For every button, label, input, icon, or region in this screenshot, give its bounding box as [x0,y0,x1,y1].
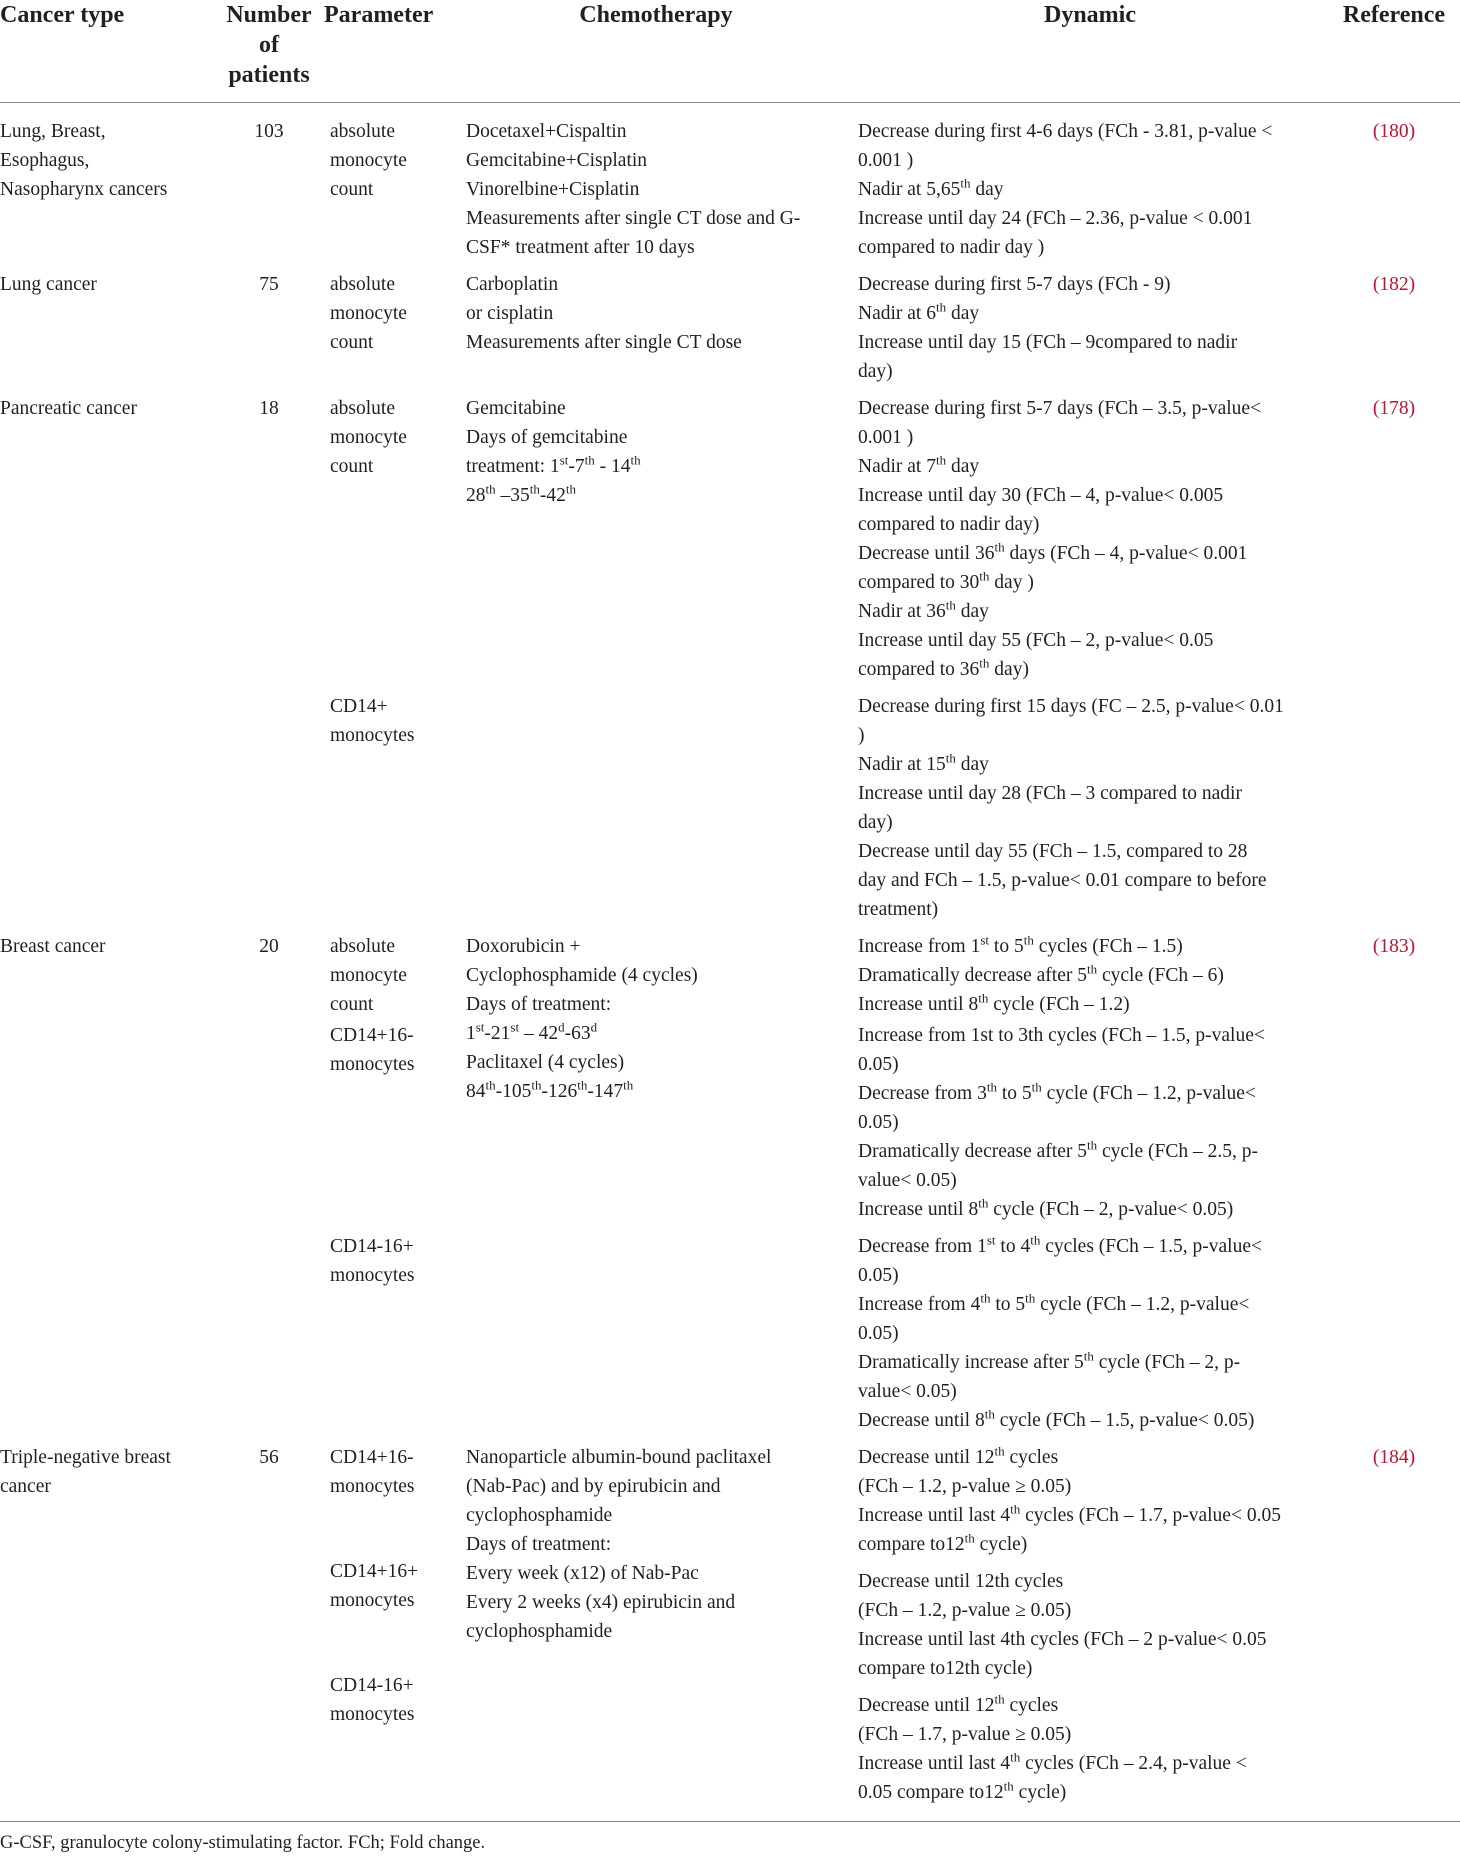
dynamic-cell: Decrease until 12th cycles (FCh – 1.2, p-value ≥ 0.05) Increase until last 4th cycles (FCh – 1.7, p-value< 0.05 compare to12th cycle) Decrease until 12th cycles (FCh – 1.2, p-value ≥ 0.05) Increase until last 4th cycles (FCh – 2 p-value< 0.05 compare to12th cycle) Decrease until 12th cycles (FCh – 1.7, p-value ≥ 0.05) Increase until last 4th cycles (FCh – 2.4, p-value < 0.05 compare to12th cycle) [858,1443,1281,1803]
chemotherapy-cell: Docetaxel+Cispaltin Gemcitabine+Cisplatin Vinorelbine+Cisplatin Measurements after single CT dose and G- CSF* treatment after 10 days [466,121,801,258]
cancer-type-cell: Pancreatic cancer [0,398,137,419]
dynamic-cell: Decrease during first 4-6 days (FCh - 3.81, p-value < 0.001 ) Nadir at 5,65th day Increase until day 24 (FCh – 2.36, p-value < 0.001 compared to nadir day ) [858,121,1273,258]
table-row [0,1224,1460,1435]
reference-link[interactable]: (183) [1372,936,1416,957]
reference-link[interactable]: (184) [1372,1447,1416,1468]
parameter-cell: CD14-16+ monocytes [330,1236,415,1286]
chemotherapy-cell: Carboplatin or cisplatin Measurements after single CT dose [466,274,742,353]
dynamic-cell: Decrease during first 15 days (FC – 2.5, p-value< 0.01 ) Nadir at 15th day Increase until day 28 (FCh – 3 compared to nadir day) Decrease until day 55 (FCh – 1.5, compared to 28 day and FCh – 1.5, p-value< 0.01 compare to before treatment) [858,696,1284,920]
chemotherapy-cell: Nanoparticle albumin-bound paclitaxel (Nab-Pac) and by epirubicin and cyclophosphamide Days of treatment: Every week (x12) of Nab-Pac Every 2 weeks (x4) epirubicin and cyclophosphamide [466,1447,772,1642]
header-reference: Reference [1328,0,1460,103]
cancer-type-cell: Breast cancer [0,936,106,957]
dynamic-cell: Decrease from 1st to 4th cycles (FCh – 1.5, p-value< 0.05) Increase from 4th to 5th cycle (FCh – 1.2, p-value< 0.05) Dramatically increase after 5th cycle (FCh – 2, p- value< 0.05) Decrease until 8th cycle (FCh – 1.5, p-value< 0.05) [858,1232,1262,1431]
table-row [0,1435,1460,1807]
dynamic-cell: Decrease during first 5-7 days (FCh – 3.5, p-value< 0.001 ) Nadir at 7th day Increase until day 30 (FCh – 4, p-value< 0.005 compared to nadir day) Decrease until 36th days (FCh – 4, p-value< 0.001 compared to 30th day ) Nadir at 36th day Increase until day 55 (FCh – 2, p-value< 0.05 compared to 36th day) [858,398,1262,680]
header-dynamic: Dynamic [852,0,1328,103]
table-row [0,262,1460,386]
header-parameter: Parameter [324,0,460,103]
table-row [0,386,1460,684]
patients-cell: 56 [259,1447,279,1468]
reference-link[interactable]: (182) [1372,274,1416,295]
header-chemotherapy: Chemotherapy [460,0,852,103]
table-row [0,924,1460,1224]
reference-cell [1328,103,1460,263]
parameter-cell: CD14+ monocytes [330,696,415,746]
chemotherapy-cell: Doxorubicin + Cyclophosphamide (4 cycles) Days of treatment: 1st-21st – 42$^d$-63$^d$ Paclitaxel (4 cycles) 84th-105th-126th-147th [466,936,698,1102]
reference-link[interactable]: (178) [1372,398,1416,419]
parameter-cell: absolute monocyte count [330,398,407,477]
parameter-cell: absolute monocyte count [330,121,407,200]
reference-cell [1328,1435,1460,1807]
reference-cell [1328,386,1460,684]
table-header [0,0,1460,103]
cancer-type-cell: Lung, Breast, Esophagus, Nasopharynx cancers [0,121,168,200]
reference-cell [1328,262,1460,386]
table-row [0,103,1460,263]
parameter-cell: absolute monocyte count CD14+16- monocytes [330,936,415,1075]
patients-cell: 75 [259,274,279,295]
header-cancer-type: Cancer type [0,0,214,103]
parameter-cell: CD14+16- monocytes CD14+16+ monocytes CD14-16+ monocytes [330,1447,419,1725]
chemotherapy-cell: Gemcitabine Days of gemcitabine treatment: 1st-7th - 14th 28th –35th-42th [466,398,641,506]
cancer-type-cell: Triple-negative breast cancer [0,1447,171,1497]
cancer-type-cell: Lung cancer [0,274,97,295]
patients-cell: 103 [254,121,284,142]
table-footnote: G-CSF, granulocyte colony-stimulating factor. FCh; Fold change. [0,1822,1460,1857]
reference-link[interactable]: (180) [1372,121,1416,142]
patients-cell: 18 [259,398,279,419]
dynamic-cell: Increase from 1st to 5th cycles (FCh – 1.5) Dramatically decrease after 5th cycle (FCh – 6) Increase until 8th cycle (FCh – 1.2) Increase from 1st to 3th cycles (FCh – 1.5, p-value< 0.05) Decrease from 3th to 5th cycle (FCh – 1.2, p-value< 0.05) Dramatically decrease after 5th cycle (FCh – 2.5, p- value< 0.05) Increase until 8th cycle (FCh – 2, p-value< 0.05) [858,932,1265,1220]
patients-cell: 20 [259,936,279,957]
header-number-of-patients: Number of patients [214,0,324,103]
dynamic-cell: Decrease during first 5-7 days (FCh - 9) Nadir at 6th day Increase until day 15 (FCh – 9compared to nadir day) [858,274,1238,382]
reference-cell [1328,924,1460,1224]
parameter-cell: absolute monocyte count [330,274,407,353]
table-row [0,684,1460,924]
